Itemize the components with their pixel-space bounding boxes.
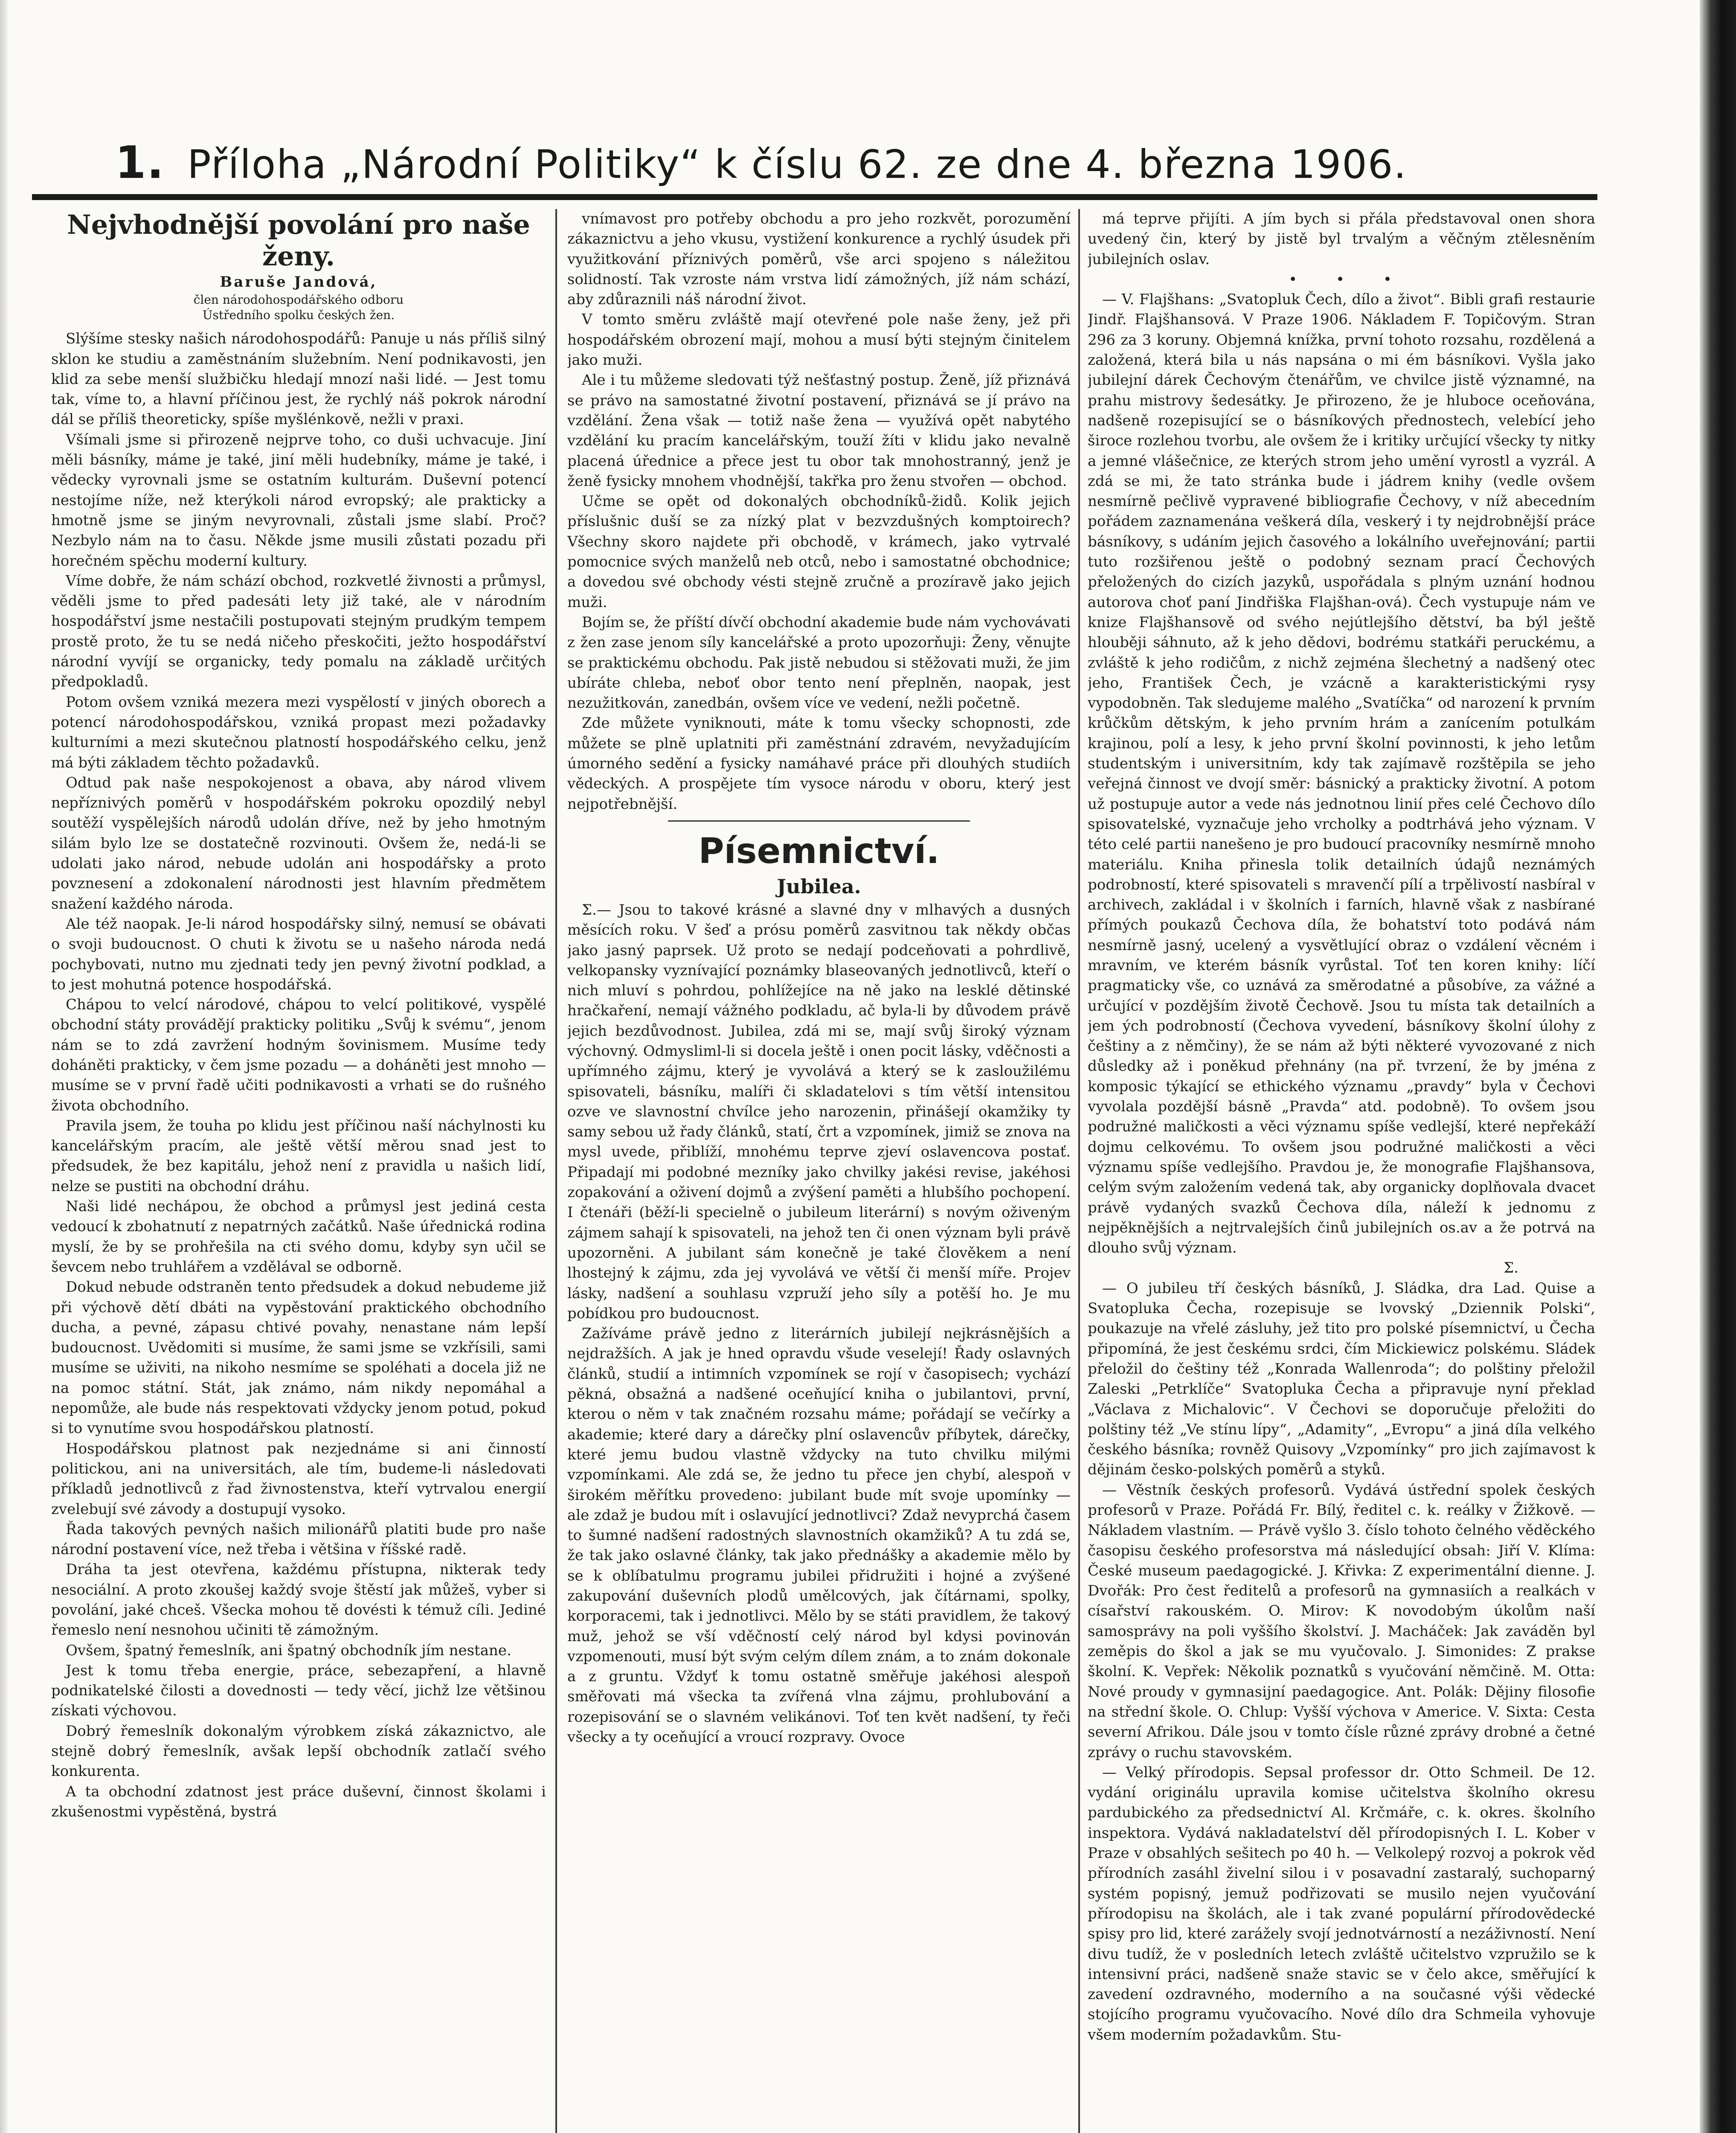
page-header [115,137,1544,201]
article-title: Nejvhodnější povolání pro naše ženy. [67,209,530,272]
paragraph: Zde můžete vyniknouti, máte k tomu všecky schopnosti, zde můžete se plně uplatniti při zaměstnání zdravém, nevyžadujícím úmorného sedění a fysicky namáhavé práce při dlouhých studiích vědeckých. A prospějete tím vysoce národu v oboru, který jest nejpotřebnější. [567,715,1071,813]
paragraph: Hospodářskou platnost pak nezjednáme si ani činností politickou, ani na universitách, ale tím, budeme-li následovati příkladů jednotlivců z řad živnostenstva, kteří vytrvalou energií zvelebují své závody a dostupují vysoko. [51,1440,546,1518]
paragraph: Dráha ta jest otevřena, každému přístupna, nikterak tedy nesociální. A proto zkoušej každý svoje štěstí jak můžeš, vyber si povolání, jaké chceš. Všecka mohou tě dovésti k témuž cíli. Jediné řemeslo není nesnohou učiniti tě zámožným. [51,1561,546,1639]
paragraph: Bojím se, že příští dívčí obchodní akademie bude nám vychovávati z žen zase jenom síly kancelářské a proto upozorňuji: Ženy, věnujte se praktickému obchodu. Pak jistě nebudou si stěžovati muži, že jim ubíráte chleba, neboť obor tento není přeplněn, naopak, jest nezužitkován, zanedbán, ovšem více ve vedení, nežli početně. [567,613,1071,712]
paragraph: Všímali jsme si přirozeně nejprve toho, co duši uchvacuje. Jiní měli básníky, máme je také, jiní měli hudebníky, máme je také, i vědecky vyrovnali jsme se ostatním kulturám. Duševní potencí nestojíme níže, než kterýkoli národ evropský; ale prakticky a hmotně jsme se jiným nevyrovnali, zůstali jsme slabí. Proč? Nezbylo nám na to času. Někde jsme musili zůstati pozadu při horečném spěchu moderní kultury. [51,431,546,570]
column-1 [51,209,546,2133]
header-title: Příloha „Národní Politiky“ k číslu 62. ze dne 4. března 1906. [187,142,1407,187]
paragraph: — O jubileu tří českých básníků, J. Sládka, dra Lad. Quise a Svatopluka Čecha, rozepisuje se lvovský „Dziennik Polski“, poukazuje na vřelé zásluhy, jež tito pro polské písemnictví, u Čecha připomíná, že jest českému srdci, čím Mickiewicz polskému. Sládek přeložil do češtiny též „Konrada Wallenroda“; do polštiny přeložil Zaleski „Petrklíče“ Svatopluka Čecha a připravuje nyní překlad „Václava z Michalovic“. V Čechovi se doporučuje přeložiti do polštiny též „Ve stínu lípy“, „Adamity“, „Evropu“ a jiná díla velkého českého básníka; rovněž Quisovy „Vzpomínky“ pro jich zajímavost k dějinám česko-polských poměrů a styků. [1088,1279,1595,1479]
paragraph: — Velký přírodopis. Sepsal professor dr. Otto Schmeil. De 12. vydání originálu upravila komise učitelstva školního okresu pardubického za předsednictví Al. Krčmáře, c. k. okres. školního inspektora. Vydává nakladatelství děl přírodopisných I. L. Kober v Praze v obsahlých sešitech po 40 h. — Velkolepý rozvoj a pokrok věd přírodních zasáhl živelní silou i v posavadní zastaralý, suchoparný systém popisný, jemuž podřizovati se musilo nejen vyučování přírodopisu na školách, ale i tak zvané populární přírodovědecké spisy pro lid, které zarážely svojí jednotvárností a nezáživností. Není divu tudíž, že v posledních letech zvláště učitelstvo vzpružilo se k intensivní práci, nadšeně snaže stavic se v čelo akce, směřující k zavedení ozdravného, moderního a na současné výši vědecké stojícího programu vyučovacího. Nové dílo dra Schmeila vyhovuje všem moderním požadavkům. Stu- [1088,1764,1595,2043]
author-affiliation-1: člen národohospodářského odboru [193,293,404,307]
header-rule [32,194,1597,200]
article-author: Baruše Jandová, [220,273,377,291]
paragraph: V tomto směru zvláště mají otevřené pole naše ženy, jež při hospodářském obrození mají, mohou a musí býti stejným činitelem jako muži. [567,311,1071,369]
column-2 [567,209,1071,2133]
signature: Σ. [1504,1259,1518,1277]
paragraph: Pravila jsem, že touha po klidu jest příčinou naší náchylnosti ku kancelářským pracím, ale ještě větší měrou snad jest to předsudek, že bez kapitálu, jehož není z pravidla u našich lidí, nelze se pustiti na obchodní dráhu. [51,1117,546,1195]
paragraph: — V. Flajšhans: „Svatopluk Čech, dílo a život“. Bibli grafi restaurie Jindř. Flajšhansová. V Praze 1906. Nákladem F. Topičovým. Stran 296 za 3 koruny. Objemná knížka, první tohoto rozsahu, rozdělená a založená, která bila u nás napsána o mi ém básníkovi. Vyšla jako jubilejní dárek Čechovým čtenářům, ve chvilce jistě významné, na prahu mistrovy šedesátky. Je přirozeno, že je hluboce oceňována, nadšeně rozepisující se o básníkových přednostech, velebící jeho široce rozlehou tvorbu, ale ovšem že i kritiky určující všecky ty nitky a jemné vlášečnice, ze kterých strom jeho umění vyrostl a vyzrál. A zdá se mi, že tato stránka bude i jádrem knihy (vedle ovšem nesmírně pečlivě vypravené bibliografie Čechovy, v níž abecedním pořádem zaznamenána veškerá díla, veskerý i ty nejdrobnější práce básníkovy, s udáním jejich časového a lokálního uveřejnování; partii tuto rozšiřenou ještě o podobný seznam prací Čechových přeložených do cizích jazyků, uspořádala s plným uznání hodnou autorova choť paní Jindřiška Flajšhan-ová). Čech vystupuje nám ve knize Flajšhansově od svého nejútlejšího dětství, ba býl ještě hlouběji sáhnuto, až k jeho dědovi, bodrému statkáři peruckému, a zvláště k jeho rodičům, z nichž zejména šlechetný a nadšený otec jeho, František Čech, je vzácně a karakteristickými rysy vypodobněn. Tak sledujeme malého „Svatíčka“ od narození k prvním krůčkům dětským, k jeho prvním hrám a zanícením potulkám krajinou, polí a lesy, k jeho první školní povinnosti, k jeho letům studentským i universitním, kdy tak zajímavě rozštěpila se jeho veřejná činnost ve dvojí směr: básnický a prakticky životní. A potom už postupuje autor a vede nás jednotnou linií přes celé Čechovo dílo spisovatelské, vyznačuje jeho vrcholky a podtrhává jeho význam. V této celé partii nanešeno je pro budoucí pracovníky nesmírně mnoho materiálu. Kniha přinesla tolik detailních údajů neznámých podrobností, které spisovateli s mravenčí pílí a trpělivostí nasbíral v archivech, zakládal i v školních i farních, hlavně však z nasbírané přímých poukazů Čechova díla, že bohatství toto podává nám nesmírně jasný, ucelený a vysvětlující obraz o vzdálení věcném i mravním, ve kterém básník vyrůstal. Toť ten koren knihy: líčí pragmaticky vše, co uznává za směrodatné a působíve, za vážné a určující v pozdějším životě Čechově. Jsou tu místa tak detailních a jem ých podrobností (Čechova vyvedení, básníkovy školní úlohy z češtiny a z němčiny), že se nám až býti některé vyvozované z nich důsledky až i poněkud přehnány (na př. tvrzení, že by jména z komposic týkající se ethického významu „pravdy“ byla v Čechovi vyvolala pozdější básně „Pravda“ atd. podobně). To ovšem jsou podružné maličkosti a věci významu spíše vedlejší, které nepřekáží dojmu celkovému. To ovšem jsou podružné maličkosti a věci významu spíše vedlejšího. Pravdou je, že monografie Flajšhansova, celým svým založením vedená tak, aby organicky doplňovala dvacet právě vydaných svazků Čechova díla, náleží k jednomu z nejpěknějších a nejtrvalejších činů jubilejních os.av a že potrvá na dlouho svůj význam. [1088,291,1595,1257]
col3-top [1088,209,1595,270]
paragraph: Ale i tu můžeme sledovati týž nešťastný postup. Ženě, jíž přiznává se právo na samostatné životní postavení, přiznává se jí právo na vzdělání. Žena však — totiž naše žena — využívá opět nabytého vzdělání ku pracím kancelářským, touží žíti v klidu jako nevalně placená úřednice a přece jest tu obor tak mnohostranný, jenž je ženě fysicky mnohem vhodnější, takřka pro ženu stvořen — obchod. [567,372,1071,490]
paragraph: A ta obchodní zdatnost jest práce duševní, činnost školami i zkušenostmi vypěstěná, bystrá [51,1783,546,1820]
paragraph: Víme dobře, že nám schází obchod, rozkvetlé živnosti a průmysl, věděli jsme to před padesáti lety již také, ale v národním hospodářství jsme nestačili postupovati stejným prudkým tempem prostě proto, že tu se nedá ničeho přeskočiti, ježto hospodářství národní vyvíjí se organicky, tedy pomalu na základě určitých předpokladů. [51,572,546,691]
col3-body-b [1088,1279,1595,2045]
article-body-col2 [567,209,1071,814]
section-title: Písemnictví. [698,831,940,872]
paragraph: Σ.— Jsou to takové krásné a slavné dny v mlhavých a dusných měsících roku. V šeď a prósu poměrů zasvitnou tak někdy občas jako jasný paprsek. Už proto se nedají podceňovati a pohrdlivě, velkopansky vyznívající poznámky blaseovaných jednotlivců, kteří o nich mluví s pohrdou, pohlížejíce na ně jako na lesklé dětinské hračkaření, nemají vážného podkladu, ač byla-li by důvodem právě jejich bezdůvodnost. Jubilea, zdá mi se, mají svůj široký význam výchovný. Odmysliml-li si docela ještě i onen pocit lásky, vděčnosti a upřímného zájmu, který je vyvolává a který se k zasloužilému spisovateli, básníku, malíři či skladatelovi s tím větší intensitou ozve ve slavnostní chvílce jeho narozenin, přinášejí okamžiky ty samy sebou už řady článků, statí, črt a vzpomínek, jimiž se znova na mysl uvede, přiblíží, mnohému teprve zjeví oslavencova postať. Připadají mi podobné mezníky jako chvilky jakési revise, jakéhosi zopakování a oživení dojmů a zvýšení paměti a hlubšího pochopení. I čtenáři (běží-li specielně o jubileum literární) s novým oživeným zájmem sahají k spisovateli, na jehož ten či onen význam byli právě upozorněni. A jubilant sám konečně je také člověkem a není lhostejný k zájmu, zda jej vyvolává ve větší či menší míře. Projev lásky, nadšení a souhlasu vzpruží jeho síly a potěší ho. Je mu pobídkou pro budoucnost. [567,901,1071,1322]
paragraph: Naši lidé nechápou, že obchod a průmysl jest jediná cesta vedoucí k zbohatnutí z nepatrných začátků. Naše úřednická rodina myslí, že by se prohřešila na cti svého domu, kdyby syn učil se ševcem nebo truhlářem a vzdělával se odborně. [51,1198,546,1276]
paragraph: Učme se opět od dokonalých obchodníků-židů. Kolik jejich příslušnic duší se za nízký plat v bezvzdušných komptoirech? Všechny skoro najdete při obchodě, v krámech, jako vytrvalé pomocnice svých manželů neb otců, nebo i samostatné obchodnice; a dovedou své obchody vésti stejně zručně a prozíravě jako jejich muži. [567,493,1071,611]
col3-body [1088,290,1595,1258]
paragraph: Dokud nebude odstraněn tento předsudek a dokud nebudeme již při výchově dětí dbáti na vypěstování praktického obchodního ducha, a pevné, zápasu chtivé povahy, nenastane nám lepší budoucnost. Uvědomiti si musíme, že sami jsme se vzkřísili, sami musíme se uživiti, na nikoho nesmíme se spoléhati a docela již ne na pomoc státní. Stát, jak známo, nám nikdy nepomáhal a nepomůže, ale bude nás respektovati vždycky jenom potud, pokud si to vynutíme svou hospodářskou platností. [51,1279,546,1437]
paragraph: Dobrý řemeslník dokonalým výrobkem získá zákaznictvo, ale stejně dobrý řemeslník, avšak lepší obchodník zatlačí svého konkurenta. [51,1722,546,1780]
paragraph: Ale též naopak. Je-li národ hospodářsky silný, nemusí se obávati o svoji budoucnost. O chuti k životu se u našeho národa nedá pochybovati, nutno mu zjednati tedy jen pevný životní podklad, a to jest mohutná potence hospodářská. [51,915,546,993]
paragraph: má teprve přijíti. A jím bych si přála představoval onen shora uvedený čin, který by jistě byl trvalým a věčným ztělesněním jubilejních oslav. [1088,210,1595,268]
column-divider-2 [1078,209,1080,2133]
author-affiliation-2: Ústředního spolku českých žen. [202,308,395,323]
column-3 [1088,209,1595,2133]
paragraph: Odtud pak naše nespokojenost a obava, aby národ vlivem nepříznivých poměrů v hospodářském pokroku opozdilý nebyl soutěží vyspělejších národů udolán dříve, než by jeho hmotným silám bylo lze se dostatečně rozvinouti. Ovšem že, nedá-li se udolati jako národ, nebude udolán ani hospodářsky a proto povznesení a zdokonalení národnosti jest hlavním předmětem snažení každého národa. [51,774,546,912]
paragraph: Potom ovšem vzniká mezera mezi vyspělostí v jiných oborech a potencí národohospodářskou, vzniká propast mezi požadavky kulturními a mezi skutečnou platností hospodářského celku, jenž má býti základem těchto požadavků. [51,693,546,771]
article-body-col1 [51,329,546,1822]
separator-dots: • • • [1289,270,1409,288]
section-divider [668,820,970,822]
scan-edge-right [1700,0,1736,2133]
scan-edge-left [0,0,8,2133]
paragraph: Zažíváme právě jedno z literárních jubilejí nejkrásnějších a nejdražších. A jak je hned opravdu všude veselejí! Řady oslavných článků, studií a intimních vzpomínek se rojí v časopisech; vychází pěkná, obsažná a nadšené oceňující kniha o jubilantovi, první, kterou o něm v tak značném rozsahu máme; pořádají se večírky a akademie; které dary a dárečky plní oslavencův příbytek, dárečky, které jemu budou vlastně vždycky na tuto chvilku milými vzpomínkami. Ale zdá se, že jedno tu přece jen chybí, alespoň v širokém měřítku provedeno: jubilant bude mít svoje upomínky — ale zdaž je budou mít i oslavující jednotlivci? Zdaž nevyprchá časem to šumné nadšení radostných slavnostních okamžiků? A tu zdá se, že tak jako oslavné články, tak jako přednášky a akademie mělo by se k oblíbatulmu programu jubilei přidružiti i hojné a zvýšené zakupování duševních plodů umělcových, jak čítárnami, spolky, korporacemi, tak i jednotlivci. Mělo by se státi pravidlem, že takový muž, jehož se vší vděčností celý národ byl kdysi povinován vzpomenouti, musí být svým celým dílem znám, a to znám dokonale a z gruntu. Vždyť k tomu ostatně směřuje jakéhosi alespoň směřovati má všecka ta zvířená vlna zájmu, prohlubování a rozepisování se o slavném velikánovi. Toť ten květ nadšení, ty řeči všecky a ty oceňující a vroucí rozpravy. Ovoce [567,1325,1071,1746]
jubilea-body [567,900,1071,1747]
paragraph: vnímavost pro potřeby obchodu a pro jeho rozkvět, porozumění zákaznictvu a jeho vkusu, vystižení konkurence a rychlý úsudek při využitkování příznivých poměrů, vše arci spojeno s náležitou solidností. Tak vzroste nám vrstva lidí zámožných, jíž nám schází, aby zdůraznili náš národní život. [567,210,1071,308]
paragraph: Slýšíme stesky našich národohospodářů: Panuje u nás příliš silný sklon ke studiu a zaměstnáním služebním. Není podnikavosti, jen klid za sebe menší službičku hledají mnozí naši lidé. — Jest tomu tak, víme to, a hlavní příčinou jest, že rychlý náš pokrok národní dál se příliš theoreticky, spíše myšlénkově, nežli v praxi. [51,330,546,428]
section-subtitle: Jubilea. [777,875,861,898]
issue-number: 1. [115,137,165,189]
paragraph: Ovšem, špatný řemeslník, ani špatný obchodník jím nestane. [66,1642,511,1659]
column-divider-1 [555,209,557,2133]
paragraph: Jest k tomu třeba energie, práce, sebezapření, a hlavně podnikatelské čilosti a dovednosti — tedy věcí, jichž lze většinou získati výchovou. [51,1662,546,1720]
paragraph: — Věstník českých profesorů. Vydává ústřední spolek českých profesorů v Praze. Pořádá Fr. Bílý, ředitel c. k. reálky v Žižkově. — Nákladem vlastním. — Právě vyšlo 3. číslo tohoto čelného věděckého časopisu českého profesorstva má následující obsah: Jiří V. Klíma: České museum paedagogické. J. Křivka: Z experimentální dienne. J. Dvořák: Pro čest ředitelů a profesorů na gymnasiích a realkách v císařství rakouském. O. Mirov: K novodobým úkolům naší samosprávy na poli vyššího školství. J. Macháček: Jak zaváděn byl zeměpis do škol a jak se mu vyučovalo. J. Simonides: Z prakse školní. K. Vepřek: Několik poznatků s vyučování němčině. M. Otta: Nové proudy v gymnasijní paedagogice. Ant. Polák: Dějiny filosofie na střední škole. O. Chlup: Vyšší výchova v Americe. V. Sixta: Cesta severní Afrikou. Dále jsou v tomto čísle různé zprávy drobné a četné zprávy o ruchu stavovském. [1088,1481,1595,1761]
paragraph: Řada takových pevných našich milionářů platiti bude pro naše národní postavení více, než třeba i většina v říšské radě. [51,1520,546,1558]
paragraph: Chápou to velcí národové, chápou to velcí politikové, vyspělé obchodní státy provádějí prakticky politiku „Svůj k svému“, jenom nám se to zdá zavržení hodným šovinismem. Musíme tedy doháněti prakticky, v čem jsme pozadu — a doháněti jest mnoho — musíme se v první řadě učiti podnikavosti a vrhati se do rušného života obchodního. [51,996,546,1114]
